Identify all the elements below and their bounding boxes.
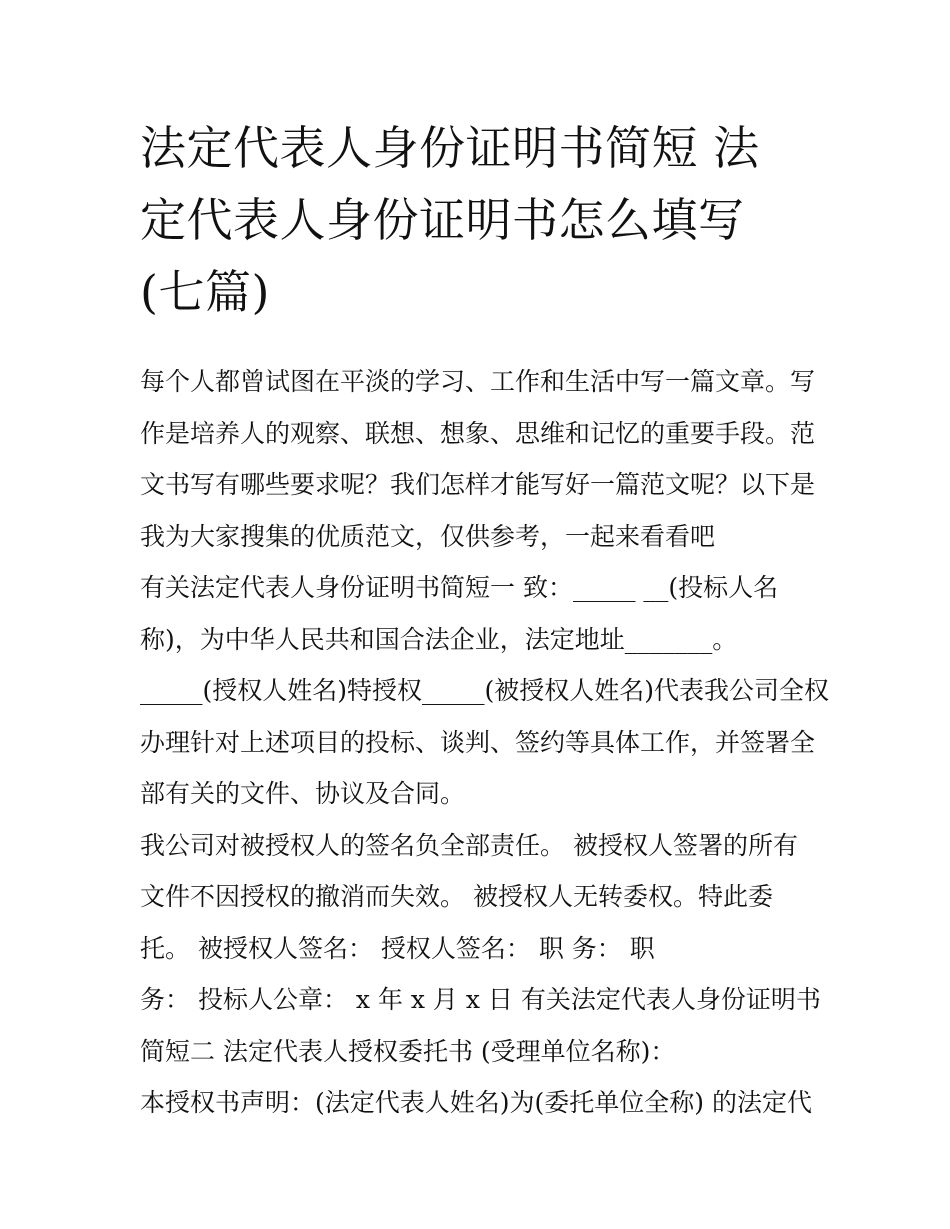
body-line: 务： 投标人公章： x 年 x 月 x 日 有关法定代表人身份证明书 xyxy=(140,985,821,1014)
body-line: 托。 被授权人签名： 授权人签名： 职 务： 职 xyxy=(140,933,655,963)
document-body xyxy=(140,356,830,1129)
body-line: 每个人都曾试图在平淡的学习、工作和生活中写一篇文章。写 xyxy=(140,367,816,396)
title-line: (七篇) xyxy=(140,265,270,319)
body-line: 简短二 法定代表人授权委托书 (受理单位名称)： xyxy=(140,1036,676,1066)
body-line: 文件不因授权的撤消而失效。 被授权人无转委权。特此委 xyxy=(140,882,773,911)
body-line: 我公司对被授权人的签名负全部责任。 被授权人签署的所有 xyxy=(140,830,798,860)
body-line: 部有关的文件、协议及合同。 xyxy=(140,779,466,808)
body-line: 文书写有哪些要求呢？我们怎样才能写好一篇范文呢？以下是 xyxy=(140,470,816,499)
title-line: 法定代表人身份证明书简短 法 xyxy=(140,121,760,175)
document-title xyxy=(140,112,820,328)
body-line: 称)，为中华人民共和国合法企业，法定地址_______。 xyxy=(140,624,738,654)
body-line: _____(授权人姓名)特授权_____(被授权人姓名)代表我公司全权 xyxy=(140,676,830,705)
title-line: 定代表人身份证明书怎么填写 xyxy=(140,193,745,247)
body-line: 我为大家搜集的优质范文，仅供参考，一起来看看吧 xyxy=(140,521,716,551)
body-line: 办理针对上述项目的投标、谈判、签约等具体工作，并签署全 xyxy=(140,727,816,757)
body-line: 有关法定代表人身份证明书简短一 致：_____ __(投标人名 xyxy=(140,573,779,602)
body-line: 作是培养人的观察、联想、想象、思维和记忆的重要手段。范 xyxy=(140,418,816,448)
body-line: 本授权书声明：(法定代表人姓名)为(委托单位全称) 的法定代 xyxy=(140,1088,812,1117)
